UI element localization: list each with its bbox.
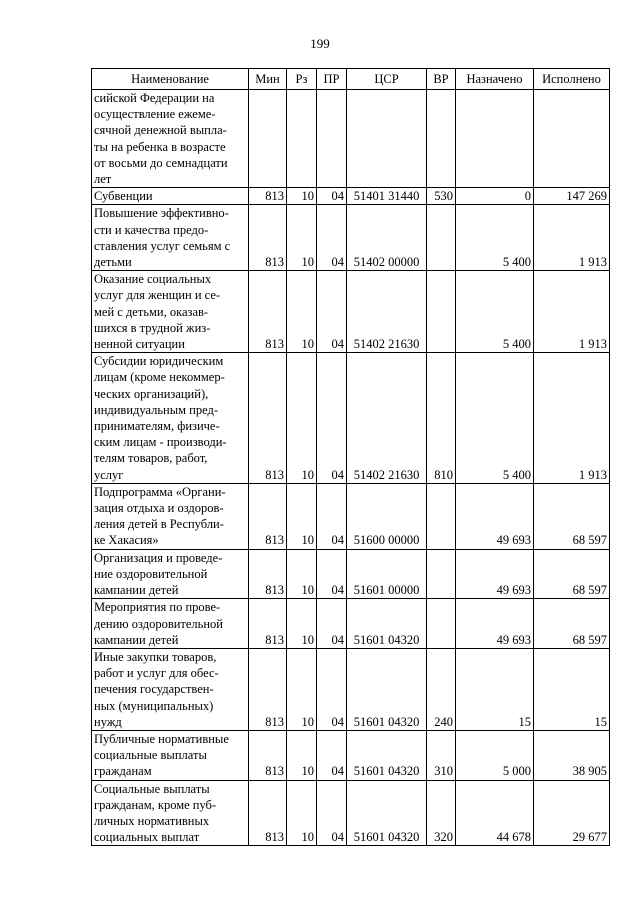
executed-cell: 68 597 [534, 483, 610, 549]
csr-cell: 51600 00000 [347, 483, 427, 549]
name-cell: Социальные выплаты гражданам, кроме пуб- личных нормативных социальных выплат [92, 780, 249, 846]
executed-cell: 29 677 [534, 780, 610, 846]
table-row [92, 730, 610, 780]
name-cell: Иные закупки товаров, работ и услуг для обес- печения государствен- ных (муниципальных) нужд [92, 648, 249, 730]
pr-cell: 04 [317, 730, 347, 780]
name-cell: сийской Федерации на осуществление ежеме- сячной денежной выпла- ты на ребенка в возрасте от восьми до семнадцати лет [92, 90, 249, 188]
pr-cell: 04 [317, 271, 347, 353]
assigned-cell: 49 693 [456, 483, 534, 549]
csr-cell: 51401 31440 [347, 188, 427, 205]
min-cell: 813 [249, 205, 287, 271]
pr-cell: 04 [317, 648, 347, 730]
min-cell: 813 [249, 599, 287, 649]
min-cell: 813 [249, 730, 287, 780]
name-cell: Публичные нормативные социальные выплаты гражданам [92, 730, 249, 780]
name-cell: Мероприятия по прове- дению оздоровительной кампании детей [92, 599, 249, 649]
csr-cell [347, 90, 427, 188]
rz-cell: 10 [287, 353, 317, 484]
header-name: Наименование [92, 69, 249, 90]
executed-cell: 68 597 [534, 549, 610, 599]
csr-cell: 51601 04320 [347, 780, 427, 846]
assigned-cell: 5 400 [456, 353, 534, 484]
rz-cell: 10 [287, 648, 317, 730]
vr-cell: 320 [427, 780, 456, 846]
header-executed: Исполнено [534, 69, 610, 90]
assigned-cell [456, 90, 534, 188]
table-row [92, 648, 610, 730]
min-cell: 813 [249, 188, 287, 205]
table-row [92, 549, 610, 599]
table-row [92, 599, 610, 649]
header-vr: ВР [427, 69, 456, 90]
min-cell: 813 [249, 271, 287, 353]
table-header-row [92, 69, 610, 90]
assigned-cell: 49 693 [456, 549, 534, 599]
table-row [92, 353, 610, 484]
rz-cell: 10 [287, 599, 317, 649]
csr-cell: 51601 04320 [347, 648, 427, 730]
name-cell: Организация и проведе- ние оздоровительной кампании детей [92, 549, 249, 599]
executed-cell: 1 913 [534, 271, 610, 353]
header-assigned: Назначено [456, 69, 534, 90]
executed-cell [534, 90, 610, 188]
rz-cell [287, 90, 317, 188]
executed-cell: 68 597 [534, 599, 610, 649]
pr-cell: 04 [317, 483, 347, 549]
assigned-cell: 5 000 [456, 730, 534, 780]
min-cell [249, 90, 287, 188]
vr-cell: 240 [427, 648, 456, 730]
vr-cell [427, 549, 456, 599]
vr-cell: 810 [427, 353, 456, 484]
pr-cell: 04 [317, 549, 347, 599]
name-cell: Подпрограмма «Органи- зация отдыха и оздоров- ления детей в Республи- ке Хакасия» [92, 483, 249, 549]
table-row [92, 271, 610, 353]
assigned-cell: 49 693 [456, 599, 534, 649]
assigned-cell: 5 400 [456, 205, 534, 271]
vr-cell: 530 [427, 188, 456, 205]
rz-cell: 10 [287, 483, 317, 549]
name-cell: Повышение эффективно- сти и качества предо- ставления услуг семьям с детьми [92, 205, 249, 271]
executed-cell: 38 905 [534, 730, 610, 780]
pr-cell: 04 [317, 353, 347, 484]
vr-cell [427, 271, 456, 353]
csr-cell: 51402 21630 [347, 353, 427, 484]
executed-cell: 147 269 [534, 188, 610, 205]
csr-cell: 51601 04320 [347, 730, 427, 780]
min-cell: 813 [249, 483, 287, 549]
csr-cell: 51402 00000 [347, 205, 427, 271]
pr-cell: 04 [317, 599, 347, 649]
vr-cell [427, 599, 456, 649]
csr-cell: 51601 00000 [347, 549, 427, 599]
assigned-cell: 5 400 [456, 271, 534, 353]
pr-cell: 04 [317, 205, 347, 271]
page-number: 199 [310, 36, 330, 51]
vr-cell [427, 90, 456, 188]
rz-cell: 10 [287, 205, 317, 271]
name-cell: Субсидии юридическим лицам (кроме некоммер- ческих организаций), индивидуальным пред- принимателям, физиче- ским лицам - производи- телям товаров, работ, услуг [92, 353, 249, 484]
pr-cell: 04 [317, 188, 347, 205]
pr-cell: 04 [317, 780, 347, 846]
budget-table [91, 68, 610, 846]
executed-cell: 1 913 [534, 205, 610, 271]
header-csr: ЦСР [347, 69, 427, 90]
table-row [92, 205, 610, 271]
vr-cell: 310 [427, 730, 456, 780]
min-cell: 813 [249, 549, 287, 599]
min-cell: 813 [249, 353, 287, 484]
header-pr: ПР [317, 69, 347, 90]
assigned-cell: 15 [456, 648, 534, 730]
name-cell: Субвенции [92, 188, 249, 205]
csr-cell: 51601 04320 [347, 599, 427, 649]
vr-cell [427, 483, 456, 549]
table-row [92, 483, 610, 549]
rz-cell: 10 [287, 549, 317, 599]
table-row [92, 90, 610, 188]
pr-cell [317, 90, 347, 188]
executed-cell: 1 913 [534, 353, 610, 484]
assigned-cell: 44 678 [456, 780, 534, 846]
executed-cell: 15 [534, 648, 610, 730]
min-cell: 813 [249, 780, 287, 846]
csr-cell: 51402 21630 [347, 271, 427, 353]
header-min: Мин [249, 69, 287, 90]
vr-cell [427, 205, 456, 271]
table-row [92, 188, 610, 205]
assigned-cell: 0 [456, 188, 534, 205]
min-cell: 813 [249, 648, 287, 730]
rz-cell: 10 [287, 730, 317, 780]
name-cell: Оказание социальных услуг для женщин и се- мей с детьми, оказав- шихся в трудной жиз- ненной ситуации [92, 271, 249, 353]
table-body [92, 90, 610, 846]
rz-cell: 10 [287, 188, 317, 205]
rz-cell: 10 [287, 780, 317, 846]
rz-cell: 10 [287, 271, 317, 353]
header-rz: Рз [287, 69, 317, 90]
table-row [92, 780, 610, 846]
